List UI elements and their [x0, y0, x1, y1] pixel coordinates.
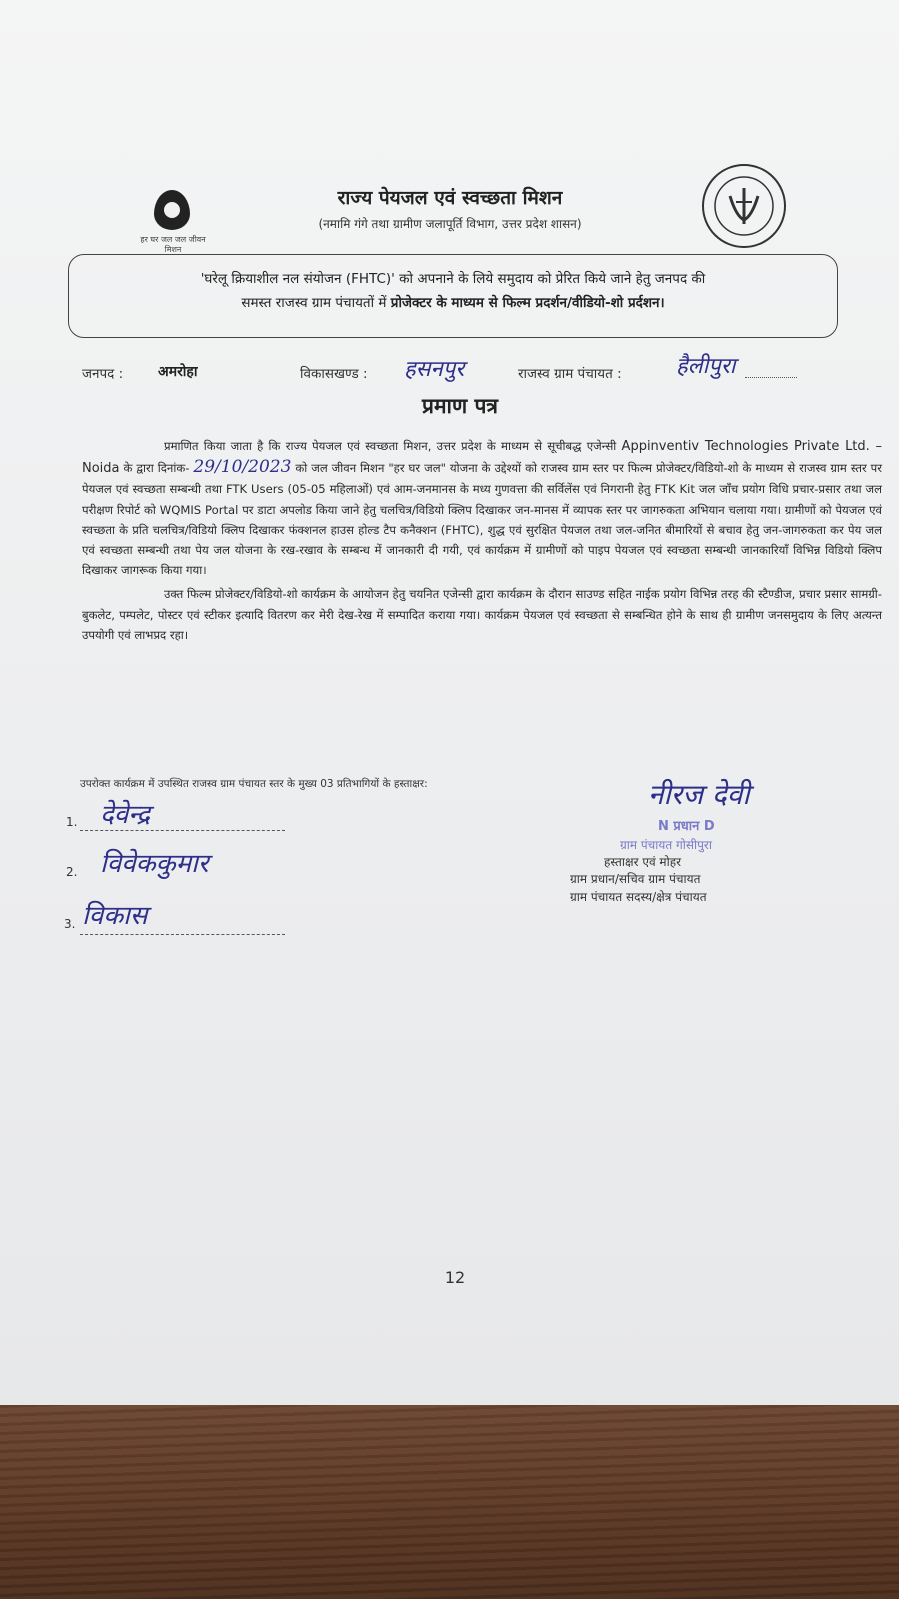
participant-1-signature: देवेन्द्र	[100, 800, 151, 830]
banner-line-2-plain: समस्त राजस्व ग्राम पंचायतों में	[241, 295, 391, 311]
participant-3-signature: विकास	[82, 901, 148, 931]
pradhan-line-1: हस्ताक्षर एवं मोहर	[604, 855, 682, 869]
program-date: 29/10/2023	[193, 457, 292, 478]
panchayat-value: हैलीपुरा	[676, 354, 736, 379]
stamp-line-2: ग्राम पंचायत गोसीपुरा	[620, 838, 712, 852]
document-title: प्रमाण पत्र	[422, 393, 498, 418]
pradhan-line-3: ग्राम पंचायत सदस्य/क्षेत्र पंचायत	[570, 890, 707, 904]
logo-caption: हर घर जल जल जीवन मिशन	[140, 235, 206, 254]
participant-1-line	[80, 830, 285, 831]
page-number: 12	[444, 1268, 466, 1287]
participants-note: उपरोक्त कार्यक्रम में उपस्थित राजस्व ग्राम पंचायत स्तर के मुख्य 03 प्रतिभागियों के हस्ताक्षर:	[80, 778, 428, 790]
title-banner	[68, 254, 838, 338]
stamp-line-1: N प्रधान D	[658, 819, 715, 834]
participant-3-line	[80, 934, 285, 935]
banner-line-1: 'घरेलू क्रियाशील नल संयोजन (FHTC)' को अपनाने के लिये समुदाय को प्रेरित किये जाने हेतु जनपद की	[200, 271, 706, 287]
wooden-surface	[0, 1405, 899, 1599]
panchayat-dotted-line	[745, 377, 797, 378]
participant-1-number: 1.	[66, 815, 78, 829]
certificate-body	[82, 436, 882, 645]
block-label: विकासखण्ड :	[300, 366, 368, 382]
body-paragraph-2: उक्त फिल्म प्रोजेक्टर/विडियो-शो कार्यक्रम के आयोजन हेतु चयनित एजेन्सी द्वारा कार्यक्रम के दौरान साउण्ड सहित नाईक प्रयोग विभिन्न तरह की स्टैण्डीज, प्रचार प्रसार सामग्री-बुकलेट, पम्पलेट, पोस्टर एवं स्टीकर इत्यादि वितरण कर मेरी देख-रेख में सम्पादित कराया गया। कार्यक्रम पेयजल एवं स्वच्छता से सम्बन्धित होने के साथ ही ग्रामीण जनसमुदाय के लिए अत्यन्त उपयोगी एवं लाभप्रद रहा।	[82, 587, 882, 642]
water-drop-icon	[154, 190, 190, 230]
banner-line-2-bold: प्रोजेक्टर के माध्यम से फिल्म प्रदर्शन/वीडियो-शो प्रर्दशन।	[390, 295, 665, 311]
header-subtitle: (नमामि गंगे तथा ग्रामीण जलापूर्ति विभाग, उत्तर प्रदेश शासन)	[318, 217, 582, 231]
pradhan-line-2: ग्राम प्रधान/सचिव ग्राम पंचायत	[570, 872, 701, 886]
participant-3-number: 3.	[64, 917, 76, 931]
up-government-seal	[700, 162, 788, 250]
participant-2-signature: विवेककुमार	[100, 849, 209, 879]
banner-line-2	[87, 291, 819, 315]
panchayat-label: राजस्व ग्राम पंचायत :	[518, 366, 622, 382]
participant-2-number: 2.	[66, 865, 78, 879]
body-paragraph-1: प्रमाणित किया जाता है कि राज्य पेयजल एवं स्वच्छता मिशन, उत्तर प्रदेश के माध्यम से सूचीबद्ध एजेन्सी Appinventiv Technologies Private Ltd. – Noida के द्वारा दिनांक- 29/10/2023 को जल जीवन मिशन "हर घर जल" योजना के उद्देश्यों को राजस्व ग्राम स्तर पर फिल्म प्रोजेक्टर/विडियो-शो के माध्यम से राजस्व ग्राम स्तर पर पेयजल एवं स्वच्छता सम्बन्धी तथा FTK Users (05-05 महिलाओं) एवं आम-जनमानस के मध्य गुणवत्ता की सर्विलेंस एवं निगरानी हेतु FTK Kit जल जाँच प्रयोग विधि प्रचार-प्रसार तथा जल परीक्षण रिपोर्ट को WQMIS Portal पर डाटा अपलोड किया जाने हेतु चलचित्र/विडियो क्लिप दिखाकर जन-मानस में व्यापक स्तर पर जागरुकता अभियान चलाया गया। ग्रामीणों को पेयजल एवं स्वच्छता के प्रति चलचित्र/विडियो क्लिप दिखाकर फंक्शनल हाउस होल्ड टैप कनैक्शन (FHTC), शुद्ध एवं सुरक्षित पेयजल तथा जल-जनित बीमारियों से बचाव हेतु जन-जागरुकता कर पेय जल एवं स्वच्छता सम्बन्धी तथा पेय जल योजना के रख-रखाव के सम्बन्ध में जानकारी दी गयी, एवं कार्यक्रम में ग्रामीणों को पाइप पेयजल एवं स्वच्छता सम्बन्धी जानकारियाँ विभिन्न विडियो क्लिप दिखाकर जागरूक किया गया।	[82, 439, 882, 578]
seal-emblem-icon	[700, 162, 788, 250]
block-value: हसनपुर	[404, 357, 465, 382]
district-value: अमरोहा	[158, 364, 198, 380]
district-label: जनपद :	[82, 366, 124, 382]
header-title: राज्य पेयजल एवं स्वच्छता मिशन	[337, 187, 563, 209]
pradhan-signature: नीरज देवी	[648, 778, 750, 811]
agency-name: Appinventiv Technologies Private Ltd. – Noida	[82, 439, 882, 477]
